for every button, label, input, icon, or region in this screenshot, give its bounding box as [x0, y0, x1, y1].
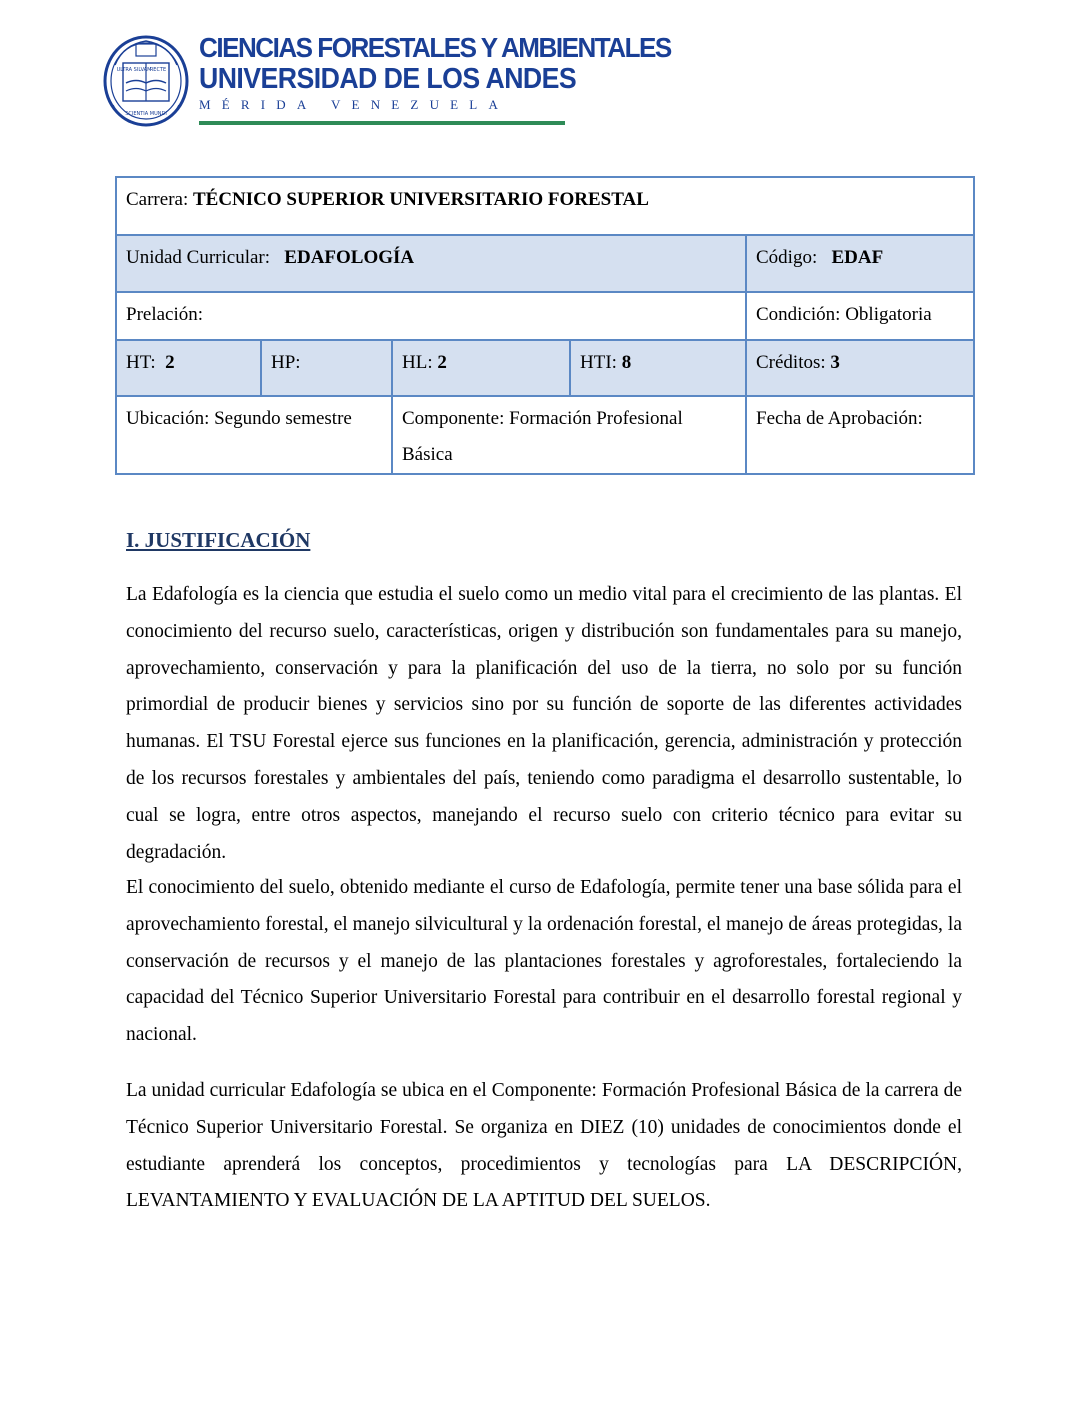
ubicacion-text: Ubicación: Segundo semestre [126, 408, 352, 429]
cell-hp [261, 340, 392, 396]
creditos-value: 3 [830, 352, 840, 373]
ht-value: 2 [165, 352, 175, 373]
ht-label: HT: [126, 352, 156, 373]
cell-creditos [746, 340, 974, 396]
cell-componente [392, 396, 746, 474]
seal-text-left: ULTRA SILVAM [116, 67, 152, 73]
row-carrera [116, 177, 974, 235]
university-seal-logo [103, 35, 189, 127]
cell-prelacion [116, 292, 746, 340]
cell-carrera [116, 177, 974, 235]
codigo-label: Código: [756, 247, 818, 268]
hl-value: 2 [437, 352, 447, 373]
prelacion-label: Prelación: [126, 304, 204, 325]
condicion-text: Condición: Obligatoria [756, 304, 932, 325]
hti-label: HTI: [580, 352, 617, 373]
paragraph-2: El conocimiento del suelo, obtenido mediante el curso de Edafología, permite tener una base sólida para el aprovechamiento forestal, el manejo silvicultural y la ordenación forestal, el manejo de áreas protegidas, la conservación de recursos y el manejo de las plantaciones forestales y agroforestales, fortaleciendo la capacidad del Técnico Superior Universitario Forestal para contribuir en el desarrollo forestal regional y nacional. [126, 877, 962, 1046]
university-name: UNIVERSIDAD DE LOS ANDES [199, 63, 577, 95]
codigo-value: EDAF [831, 247, 884, 268]
creditos-label: Créditos: [756, 352, 826, 373]
page-header [103, 32, 671, 131]
cell-unidad [116, 235, 746, 292]
hl-label: HL: [402, 352, 433, 373]
unidad-value: EDAFOLOGÍA [284, 247, 415, 268]
carrera-label: Carrera: [126, 189, 189, 210]
cell-ht [116, 340, 261, 396]
brand-block [199, 32, 671, 113]
course-info-table [115, 176, 975, 475]
faculty-name: CIENCIAS FORESTALES Y AMBIENTALES [199, 32, 671, 63]
seal-text-right: RECTE [149, 67, 167, 73]
city-country: MÉRIDA VENEZUELA [199, 97, 510, 112]
cell-hl [392, 340, 570, 396]
cell-condicion [746, 292, 974, 340]
unidad-label: Unidad Curricular: [126, 247, 271, 268]
row-unidad [116, 235, 974, 292]
seal-text-bottom: SCIENTIA MUNDI [125, 111, 167, 117]
row-ubicacion [116, 396, 974, 474]
cell-fecha [746, 396, 974, 474]
section-title: I. JUSTIFICACIÓN [126, 528, 311, 552]
cell-ubicacion [116, 396, 392, 474]
hp-label: HP: [271, 352, 301, 373]
row-hours [116, 340, 974, 396]
fecha-text: Fecha de Aprobación: [756, 408, 923, 429]
hti-value: 8 [621, 352, 632, 373]
cell-codigo [746, 235, 974, 292]
cell-hti [570, 340, 746, 396]
componente-text: Componente: Formación Profesional Básica [402, 408, 683, 465]
row-prelacion [116, 292, 974, 340]
paragraph-1: La Edafología es la ciencia que estudia el suelo como un medio vital para el crecimiento de las plantas. El conocimiento del recurso suelo, características, origen y distribución son fundamentales para su manejo, aprovechamiento, conservación y para la planificación del uso de la tierra, no solo por su función primordial de producir bienes y servicios sino por su función de soporte de las diferentes actividades humanas. El TSU Forestal ejerce sus funciones en la planificación, gerencia, administración y protección de los recursos forestales y ambientales del país, teniendo como paradigma el desarrollo sustentable, lo cual se logra, entre otros aspectos, manejando el recurso suelo con criterio técnico para evitar su degradación. [126, 584, 962, 863]
header-rule [199, 121, 565, 125]
carrera-value: TÉCNICO SUPERIOR UNIVERSITARIO FORESTAL [192, 189, 649, 210]
paragraph-3: La unidad curricular Edafología se ubica en el Componente: Formación Profesional Básica de la carrera de Técnico Superior Universitario Forestal. Se organiza en DIEZ (10) unidades de conocimientos donde el estudiante aprenderá los conceptos, procedimientos y tecnologías para LA DESCRIPCIÓN, LEVANTAMIENTO Y EVALUACIÓN DE LA APTITUD DEL SUELOS. [126, 1080, 962, 1212]
